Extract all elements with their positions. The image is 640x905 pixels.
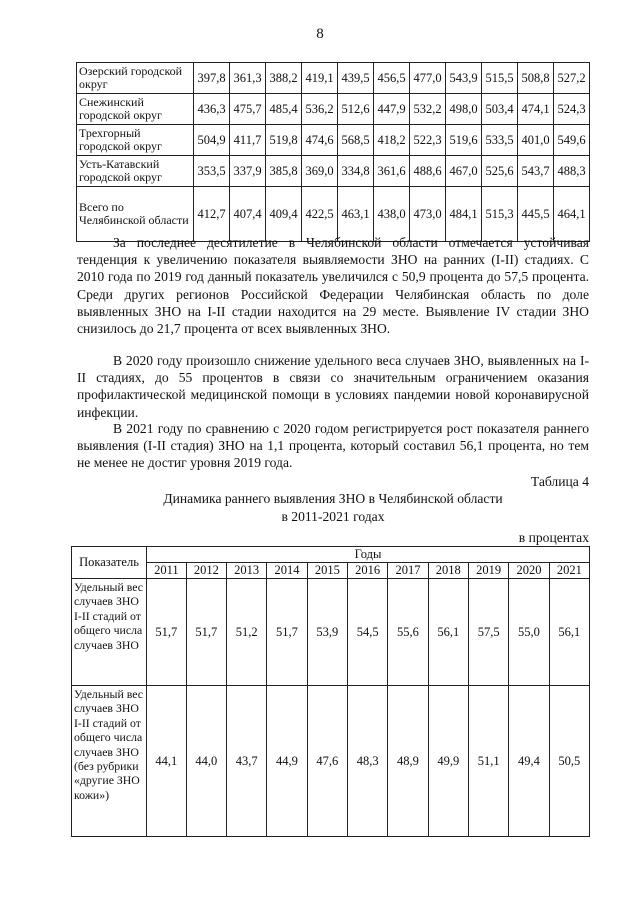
year-header: 2011	[147, 563, 187, 579]
table-cell: 55,0	[509, 579, 549, 686]
table-cell: 504,9	[194, 125, 230, 156]
table-row	[72, 579, 590, 686]
table-cell: 361,3	[230, 63, 266, 94]
table-cell: 527,2	[554, 63, 590, 94]
table-cell: 543,9	[446, 63, 482, 94]
table-row	[77, 63, 590, 94]
page-number: 8	[316, 26, 324, 42]
table-cell: 475,7	[230, 94, 266, 125]
table-cell: 467,0	[446, 156, 482, 187]
table-cell: 51,7	[186, 579, 226, 686]
table-cell: 536,2	[302, 94, 338, 125]
table-cell: 49,4	[509, 686, 549, 837]
table-cell: 515,3	[482, 187, 518, 242]
table-cell: 44,1	[147, 686, 187, 837]
table-cell: 445,5	[518, 187, 554, 242]
table-cell: 436,3	[194, 94, 230, 125]
paragraph-2	[77, 352, 589, 421]
table-cell: 50,5	[549, 686, 589, 837]
table-cell: 337,9	[230, 156, 266, 187]
table-cell: 473,0	[410, 187, 446, 242]
table-cell: 568,5	[338, 125, 374, 156]
year-header: 2014	[267, 563, 307, 579]
table-cell: 51,1	[468, 686, 508, 837]
table-title-line-2: в 2011-2021 годах	[281, 509, 385, 524]
table-cell: 519,6	[446, 125, 482, 156]
table-cell: 508,8	[518, 63, 554, 94]
table-cell: 53,9	[307, 579, 347, 686]
table-cell: 361,6	[374, 156, 410, 187]
paragraph-1	[77, 234, 589, 337]
table-title-line-1: Динамика раннего выявления ЗНО в Челябинской области	[163, 491, 503, 506]
table-cell: 44,0	[186, 686, 226, 837]
table-cell: 447,9	[374, 94, 410, 125]
table-units: в процентах	[518, 530, 589, 545]
table-cell: 51,7	[147, 579, 187, 686]
indicator-name: Удельный вес случаев ЗНО I-II стадий от общего числа случаев ЗНО	[72, 579, 147, 686]
table-cell: 522,3	[410, 125, 446, 156]
paragraph-1-text: За последнее десятилетие в Челябинской области отмечается устойчивая тенденция к увеличению показателя выявляемости ЗНО на ранних (I-II) стадиях. С 2010 года по 2019 год данный показатель увеличился с 50,9 процента до 57,5 процента. Среди других регионов Российской Федерации Челябинская область по доле выявленных ЗНО на I-II стадии находится на 29 месте. Выявление IV стадии ЗНО снизилось до 21,7 процента от всех выявленных ЗНО.	[77, 235, 589, 337]
year-header: 2016	[347, 563, 387, 579]
year-header: 2012	[186, 563, 226, 579]
table-cell: 411,7	[230, 125, 266, 156]
table-cell: 525,6	[482, 156, 518, 187]
year-header: 2015	[307, 563, 347, 579]
table-cell: 515,5	[482, 63, 518, 94]
row-name: Трехгорный городской округ	[77, 125, 194, 156]
table-cell: 474,6	[302, 125, 338, 156]
row-name: Снежинский городской округ	[77, 94, 194, 125]
year-header: 2013	[227, 563, 267, 579]
row-name: Всего по Челябинской области	[77, 187, 194, 242]
table-label: Таблица 4	[530, 474, 589, 489]
year-header: 2018	[428, 563, 468, 579]
row-name: Озерский городской округ	[77, 63, 194, 94]
row-name: Усть-Катавский городской округ	[77, 156, 194, 187]
table-row	[77, 156, 590, 187]
table-cell: 412,7	[194, 187, 230, 242]
table-cell: 524,3	[554, 94, 590, 125]
table-cell: 49,9	[428, 686, 468, 837]
table-cell: 385,8	[266, 156, 302, 187]
table-cell: 48,9	[388, 686, 428, 837]
table-cell: 503,4	[482, 94, 518, 125]
paragraph-2-text: В 2020 году произошло снижение удельного веса случаев ЗНО, выявленных на I-II стадиях, до 55 процентов в связи со значительным ограничением оказания профилактической медицинской помощи в условиях пандемии новой коронавирусной инфекции.	[77, 353, 589, 420]
table-cell: 533,5	[482, 125, 518, 156]
table-cell: 477,0	[410, 63, 446, 94]
table-cell: 422,5	[302, 187, 338, 242]
table-cell: 388,2	[266, 63, 302, 94]
table-cell: 418,2	[374, 125, 410, 156]
table-row	[72, 686, 590, 837]
table-cell: 57,5	[468, 579, 508, 686]
table-cell: 43,7	[227, 686, 267, 837]
table-cell: 474,1	[518, 94, 554, 125]
header-years: Годы	[147, 547, 590, 563]
table-cell: 488,3	[554, 156, 590, 187]
table-cell: 47,6	[307, 686, 347, 837]
table-cell: 401,0	[518, 125, 554, 156]
table-cell: 48,3	[347, 686, 387, 837]
table-cell: 369,0	[302, 156, 338, 187]
year-header: 2021	[549, 563, 589, 579]
year-header: 2020	[509, 563, 549, 579]
table-row	[77, 125, 590, 156]
table-cell: 54,5	[347, 579, 387, 686]
indicator-name: Удельный вес случаев ЗНО I-II стадий от общего числа случаев ЗНО (без рубрики «другие ЗНО кожи»)	[72, 686, 147, 837]
table-cell: 419,1	[302, 63, 338, 94]
paragraph-3-text: В 2021 году по сравнению с 2020 годом регистрируется рост показателя раннего выявления (I-II стадия) ЗНО на 1,1 процента, который составил 56,1 процента, но тем не менее не достиг уровня 2019 года.	[77, 421, 589, 471]
table-cell: 464,1	[554, 187, 590, 242]
table-cell: 549,6	[554, 125, 590, 156]
table-cell: 488,6	[410, 156, 446, 187]
table-cell: 56,1	[428, 579, 468, 686]
table-cell: 397,8	[194, 63, 230, 94]
table-cell: 438,0	[374, 187, 410, 242]
table-cell: 51,2	[227, 579, 267, 686]
table-4	[71, 546, 590, 837]
table-cell: 334,8	[338, 156, 374, 187]
table-cell: 532,2	[410, 94, 446, 125]
year-header: 2017	[388, 563, 428, 579]
paragraph-3	[77, 420, 589, 472]
table-cell: 485,4	[266, 94, 302, 125]
top-table	[76, 62, 590, 242]
table-cell: 56,1	[549, 579, 589, 686]
table-cell: 55,6	[388, 579, 428, 686]
table-cell: 44,9	[267, 686, 307, 837]
table-cell: 409,4	[266, 187, 302, 242]
table-cell: 456,5	[374, 63, 410, 94]
year-header: 2019	[468, 563, 508, 579]
table-row	[77, 94, 590, 125]
table-cell: 51,7	[267, 579, 307, 686]
table-cell: 463,1	[338, 187, 374, 242]
table-cell: 484,1	[446, 187, 482, 242]
table-cell: 498,0	[446, 94, 482, 125]
table-cell: 512,6	[338, 94, 374, 125]
table-cell: 407,4	[230, 187, 266, 242]
header-indicator: Показатель	[72, 547, 147, 579]
table-cell: 353,5	[194, 156, 230, 187]
table-cell: 519,8	[266, 125, 302, 156]
table-cell: 543,7	[518, 156, 554, 187]
table-cell: 439,5	[338, 63, 374, 94]
